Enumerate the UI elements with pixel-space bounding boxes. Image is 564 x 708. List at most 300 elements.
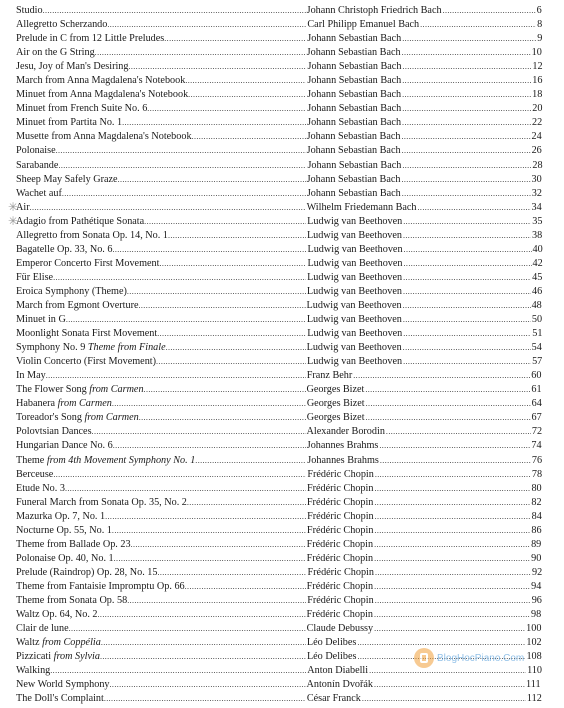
- entry-title: [16, 285, 127, 299]
- entry-composer: Carl Philipp Emanuel Bach: [307, 19, 420, 31]
- entry-title: [16, 229, 168, 243]
- entry-title-text: In May: [16, 370, 46, 382]
- entry-title-text: Waltz: [16, 637, 43, 649]
- toc-entry: [16, 215, 542, 229]
- dot-leader: [353, 369, 530, 383]
- dot-leader: [128, 60, 306, 74]
- entry-page-number: 45: [532, 271, 543, 283]
- entry-title-text: Theme from Sonata Op. 58: [16, 594, 128, 606]
- entry-page-number: 54: [531, 342, 542, 354]
- entry-title-italic: from Carmen: [89, 384, 144, 396]
- entry-title: [16, 496, 187, 510]
- entry-page-number: 78: [531, 468, 543, 480]
- toc-entry: [16, 187, 542, 201]
- entry-title-text: Air on the G String: [16, 47, 95, 59]
- entry-page-number: 46: [531, 285, 543, 297]
- dot-leader: [95, 46, 306, 60]
- entry-title: [16, 327, 157, 341]
- dot-leader: [402, 144, 531, 158]
- dot-leader: [375, 468, 531, 482]
- entry-composer: César Franck: [306, 693, 361, 705]
- entry-page-number: 67: [531, 412, 542, 424]
- entry-page-number: 100: [526, 623, 542, 635]
- dot-leader: [30, 201, 306, 215]
- dot-leader: [374, 678, 525, 692]
- toc-entry: [16, 116, 542, 130]
- dot-leader: [66, 313, 306, 327]
- entry-page-number: 28: [532, 159, 543, 171]
- entry-title-text: Allegretto from Sonata Op. 14, No. 1: [16, 229, 168, 241]
- entry-composer: Ludwig van Beethoven: [307, 271, 403, 283]
- entry-title: [16, 411, 139, 425]
- entry-title-text: Minuet from Partita No. 1: [16, 117, 123, 129]
- dot-leader: [402, 32, 536, 46]
- entry-title: [16, 608, 98, 622]
- entry-title: [16, 159, 58, 173]
- entry-composer: Alexander Borodin: [306, 426, 385, 438]
- entry-title: [16, 215, 144, 229]
- dot-leader: [403, 313, 531, 327]
- entry-page-number: 96: [531, 594, 542, 606]
- entry-title: [16, 32, 164, 46]
- entry-composer: Frédéric Chopin: [306, 482, 374, 494]
- dot-leader: [53, 468, 306, 482]
- dot-leader: [188, 88, 306, 102]
- toc-entry: [16, 313, 542, 327]
- toc-entry: [16, 46, 542, 60]
- table-of-contents: [16, 4, 542, 706]
- dot-leader: [374, 538, 530, 552]
- dot-leader: [403, 271, 531, 285]
- dot-leader: [402, 130, 531, 144]
- entry-title: [16, 692, 104, 706]
- dot-leader: [420, 18, 536, 32]
- entry-composer: Ludwig van Beethoven: [307, 356, 403, 368]
- toc-entry: [16, 74, 542, 88]
- entry-page-number: 84: [531, 510, 542, 522]
- entry-composer: Frédéric Chopin: [307, 468, 374, 480]
- entry-title-text: Waltz Op. 64, No. 2: [16, 609, 98, 621]
- entry-title-text: New World Symphony: [16, 679, 110, 691]
- entry-title: [16, 88, 188, 102]
- entry-composer: Léo Delibes: [306, 651, 357, 663]
- toc-entry: [16, 229, 542, 243]
- toc-entry: [16, 102, 542, 116]
- toc-entry: [16, 299, 542, 313]
- entry-composer: Ludwig van Beethoven: [306, 285, 402, 297]
- entry-page-number: 57: [532, 356, 543, 368]
- entry-page-number: 12: [532, 61, 543, 73]
- entry-title: [16, 636, 101, 650]
- toc-entry: [16, 271, 542, 285]
- toc-entry: [16, 88, 542, 102]
- entry-composer: Georges Bizet: [306, 398, 365, 410]
- toc-entry: [16, 60, 542, 74]
- entry-title-text: March from Egmont Overture: [16, 299, 139, 311]
- entry-title: [16, 355, 156, 369]
- dot-leader: [403, 215, 531, 229]
- entry-page-number: 90: [531, 552, 542, 564]
- entry-composer: Johann Christoph Friedrich Bach: [306, 5, 442, 16]
- dot-leader: [157, 327, 306, 341]
- dot-leader: [418, 201, 531, 215]
- entry-composer: Frédéric Chopin: [306, 524, 374, 536]
- entry-title-text: Minuet from Anna Magdalena's Notebook: [16, 89, 189, 101]
- dot-leader: [366, 411, 531, 425]
- entry-page-number: 9: [537, 33, 543, 45]
- entry-composer: Frédéric Chopin: [307, 566, 374, 578]
- entry-page-number: 48: [531, 299, 542, 311]
- entry-title: [16, 313, 66, 327]
- dot-leader: [166, 341, 306, 355]
- toc-entry: [16, 678, 542, 692]
- entry-title: [16, 524, 112, 538]
- entry-page-number: 102: [526, 637, 542, 649]
- entry-title: [16, 622, 69, 636]
- dot-leader: [185, 74, 306, 88]
- dot-leader: [403, 327, 531, 341]
- dot-leader: [112, 524, 306, 538]
- entry-page-number: 16: [532, 75, 543, 87]
- toc-entry: [16, 355, 542, 369]
- entry-composer: Johann Sebastian Bach: [306, 131, 401, 143]
- dot-leader: [187, 496, 306, 510]
- entry-title: [16, 4, 43, 18]
- entry-title: [16, 566, 157, 580]
- entry-page-number: 35: [532, 215, 543, 227]
- entry-title-text: Für Elise: [16, 271, 54, 283]
- entry-page-number: 32: [531, 187, 542, 199]
- dot-leader: [92, 425, 306, 439]
- entry-page-number: 76: [531, 454, 543, 466]
- entry-composer: Anton Diabelli: [307, 665, 369, 677]
- dot-leader: [131, 538, 306, 552]
- entry-page-number: 64: [531, 398, 542, 410]
- entry-composer: Wilhelm Friedemann Bach: [306, 201, 417, 213]
- dot-leader: [69, 622, 306, 636]
- entry-composer: Ludwig van Beethoven: [306, 342, 402, 354]
- entry-title: [16, 46, 95, 60]
- entry-composer: Johann Sebastian Bach: [307, 89, 402, 101]
- entry-page-number: 6: [536, 5, 542, 16]
- dot-leader: [144, 383, 306, 397]
- entry-composer: Ludwig van Beethoven: [307, 328, 403, 340]
- entry-composer: Johannes Brahms: [306, 440, 379, 452]
- toc-entry: [16, 341, 542, 355]
- entry-composer: Antonín Dvořák: [306, 679, 374, 691]
- entry-composer: Ludwig van Beethoven: [306, 299, 402, 311]
- toc-entry: [16, 18, 542, 32]
- dot-leader: [403, 229, 531, 243]
- dot-leader: [114, 552, 306, 566]
- piano-logo-icon: [414, 648, 434, 668]
- dot-leader: [365, 383, 530, 397]
- entry-page-number: 8: [537, 19, 543, 31]
- dot-leader: [375, 594, 531, 608]
- dot-leader: [112, 397, 306, 411]
- dot-leader: [374, 580, 530, 594]
- entry-title-text: Emperor Concerto First Movement: [16, 257, 160, 269]
- dot-leader: [402, 74, 531, 88]
- dot-leader: [195, 454, 306, 468]
- dot-leader: [43, 4, 306, 18]
- entry-title-text: Polovtsian Dances: [16, 426, 92, 438]
- entry-title-text: Wachet auf: [16, 187, 62, 199]
- toc-entry: [16, 622, 542, 636]
- toc-entry: [16, 173, 542, 187]
- entry-composer: Frédéric Chopin: [307, 510, 374, 522]
- toc-entry: [16, 425, 542, 439]
- dot-leader: [122, 116, 306, 130]
- entry-composer: Frédéric Chopin: [306, 552, 374, 564]
- toc-entry: [16, 454, 542, 468]
- entry-composer: Johann Sebastian Bach: [307, 75, 402, 87]
- entry-title-text: Musette from Anna Magdalena's Notebook: [16, 131, 192, 143]
- dot-leader: [403, 299, 531, 313]
- entry-page-number: 40: [532, 243, 543, 255]
- entry-composer: Frédéric Chopin: [307, 594, 374, 606]
- entry-page-number: 111: [526, 679, 541, 691]
- entry-page-number: 34: [531, 201, 542, 213]
- dot-leader: [156, 355, 306, 369]
- entry-page-number: 108: [526, 651, 542, 663]
- entry-composer: Frédéric Chopin: [306, 538, 374, 550]
- entry-composer: Ludwig van Beethoven: [306, 229, 402, 241]
- entry-title-text: Bagatelle Op. 33, No. 6: [16, 243, 113, 255]
- entry-title-text: Theme: [16, 454, 47, 466]
- toc-entry: [16, 397, 542, 411]
- entry-title: [16, 102, 147, 116]
- entry-composer: Johann Sebastian Bach: [306, 187, 401, 199]
- dot-leader: [374, 482, 530, 496]
- entry-page-number: 18: [532, 89, 543, 101]
- entry-title: [16, 510, 105, 524]
- entry-title-text: Polonaise: [16, 145, 56, 157]
- entry-title-text: Etude No. 3: [16, 482, 65, 494]
- toc-entry: [16, 566, 542, 580]
- entry-title: [16, 594, 127, 608]
- dot-leader: [104, 692, 306, 706]
- toc-entry: [16, 496, 542, 510]
- entry-title-text: Clair de lune: [16, 623, 69, 635]
- entry-title-text: Pizzicati: [16, 651, 54, 663]
- entry-title-text: Mazurka Op. 7, No. 1: [16, 510, 106, 522]
- toc-entry: [16, 552, 542, 566]
- entry-page-number: 38: [532, 229, 543, 241]
- entry-title: [16, 187, 62, 201]
- dot-leader: [185, 580, 306, 594]
- entry-composer: Johann Sebastian Bach: [307, 159, 402, 171]
- dot-leader: [374, 524, 530, 538]
- entry-title-italic: from Carmen: [84, 412, 139, 424]
- dot-leader: [62, 187, 306, 201]
- entry-title-italic: from Carmen: [57, 398, 112, 410]
- dot-leader: [98, 608, 306, 622]
- entry-title-text: Habanera: [16, 398, 58, 410]
- dot-leader: [113, 439, 306, 453]
- dot-leader: [65, 482, 306, 496]
- entry-composer: Franz Behr: [306, 370, 353, 382]
- entry-page-number: 72: [531, 426, 543, 438]
- entry-title: [16, 552, 114, 566]
- dot-leader: [443, 4, 536, 18]
- entry-title-text: Nocturne Op. 55, No. 1: [16, 524, 112, 536]
- entry-composer: Johann Sebastian Bach: [306, 145, 401, 157]
- entry-composer: Johann Sebastian Bach: [306, 173, 401, 185]
- dot-leader: [366, 397, 531, 411]
- toc-entry: [16, 32, 542, 46]
- dot-leader: [147, 102, 306, 116]
- entry-page-number: 26: [531, 145, 542, 157]
- dot-leader: [402, 102, 531, 116]
- entry-page-number: 112: [526, 693, 542, 705]
- entry-composer: Johannes Brahms: [307, 454, 379, 466]
- entry-composer: Johann Sebastian Bach: [306, 47, 401, 59]
- entry-title-text: Minuet in G: [16, 314, 66, 326]
- entry-title: [16, 341, 166, 355]
- entry-page-number: 92: [531, 566, 543, 578]
- entry-page-number: 110: [527, 665, 543, 677]
- entry-page-number: 61: [531, 384, 542, 396]
- entry-title-text: Toreador's Song: [16, 412, 85, 424]
- toc-entry: [16, 468, 542, 482]
- toc-entry: [16, 4, 542, 18]
- toc-entry: [16, 130, 542, 144]
- toc-entry: [16, 439, 542, 453]
- entry-title: [16, 299, 139, 313]
- dot-leader: [110, 678, 306, 692]
- sparkle-icon: ✳: [7, 214, 19, 228]
- entry-page-number: 98: [531, 609, 542, 621]
- entry-title-text: Adagio from Pathétique Sonata: [16, 215, 145, 227]
- entry-title-text: Funeral March from Sonata Op. 35, No. 2: [16, 496, 187, 508]
- dot-leader: [403, 341, 531, 355]
- entry-title-text: Berceuse: [16, 468, 54, 480]
- entry-title-text: Symphony No. 9: [16, 342, 88, 354]
- toc-entry: [16, 692, 542, 706]
- entry-title-text: The Doll's Complaint: [16, 693, 104, 705]
- entry-title: [16, 580, 185, 594]
- dot-leader: [127, 594, 306, 608]
- entry-title-text: Sarabande: [16, 159, 59, 171]
- entry-title-text: Sheep May Safely Graze: [16, 173, 118, 185]
- dot-leader: [404, 243, 532, 257]
- toc-entry: [16, 201, 542, 215]
- entry-composer: Georges Bizet: [306, 412, 365, 424]
- entry-title: [16, 678, 110, 692]
- toc-entry: [16, 594, 542, 608]
- entry-page-number: 10: [531, 47, 542, 59]
- dot-leader: [403, 355, 531, 369]
- toc-entry: [16, 580, 542, 594]
- entry-title-text: Hungarian Dance No. 6: [16, 440, 113, 452]
- entry-title-italic: from Sylvia: [53, 651, 100, 663]
- toc-entry: [16, 369, 542, 383]
- entry-title: [16, 397, 112, 411]
- entry-page-number: 80: [531, 482, 542, 494]
- entry-title-text: Allegretto Scherzando: [16, 19, 108, 31]
- dot-leader: [403, 285, 531, 299]
- entry-page-number: 86: [531, 524, 542, 536]
- entry-title: [16, 650, 100, 664]
- entry-title: [16, 454, 195, 468]
- entry-title: [16, 482, 65, 496]
- dot-leader: [139, 299, 306, 313]
- dot-leader: [374, 608, 530, 622]
- toc-entry: [16, 159, 542, 173]
- dot-leader: [374, 622, 525, 636]
- entry-page-number: 89: [531, 538, 542, 550]
- entry-page-number: 50: [531, 314, 543, 326]
- toc-entry: [16, 524, 542, 538]
- entry-page-number: 24: [531, 131, 542, 143]
- dot-leader: [402, 187, 531, 201]
- toc-entry: [16, 608, 542, 622]
- entry-composer: Johann Sebastian Bach: [307, 117, 402, 129]
- entry-composer: Léo Delibes: [306, 637, 357, 649]
- entry-page-number: 51: [532, 328, 543, 340]
- dot-leader: [112, 243, 306, 257]
- dot-leader: [402, 46, 531, 60]
- entry-title-italic: from Coppélia: [42, 637, 101, 649]
- dot-leader: [374, 552, 530, 566]
- entry-page-number: 94: [531, 580, 542, 592]
- toc-entry: [16, 411, 542, 425]
- entry-title: [16, 271, 53, 285]
- toc-entry: [16, 538, 542, 552]
- entry-title: [16, 173, 118, 187]
- entry-title: [16, 439, 113, 453]
- entry-composer: Claude Debussy: [306, 623, 374, 635]
- dot-leader: [362, 692, 526, 706]
- entry-page-number: 22: [532, 117, 543, 129]
- watermark-text: BlogHocPiano.Com: [437, 652, 525, 664]
- entry-title: [16, 116, 122, 130]
- dot-leader: [402, 159, 531, 173]
- entry-composer: Frédéric Chopin: [306, 609, 374, 621]
- toc-entry: [16, 482, 542, 496]
- dot-leader: [58, 159, 306, 173]
- dot-leader: [53, 271, 306, 285]
- entry-title-text: Prelude (Raindrop) Op. 28, No. 15: [16, 566, 158, 578]
- toc-entry: [16, 510, 542, 524]
- dot-leader: [50, 664, 306, 678]
- dot-leader: [402, 60, 531, 74]
- dot-leader: [159, 257, 306, 271]
- entry-title: [16, 18, 107, 32]
- dot-leader: [375, 566, 531, 580]
- toc-entry: [16, 243, 542, 257]
- entry-composer: Ludwig van Beethoven: [307, 243, 403, 255]
- watermark: [414, 648, 524, 668]
- entry-title: [16, 383, 144, 397]
- dot-leader: [157, 566, 306, 580]
- dot-leader: [127, 285, 306, 299]
- dot-leader: [386, 425, 531, 439]
- sparkle-icon: ✳: [7, 200, 19, 214]
- entry-page-number: 82: [531, 496, 542, 508]
- toc-entry: [16, 144, 542, 158]
- entry-composer: Johann Sebastian Bach: [307, 61, 402, 73]
- entry-title: [16, 60, 128, 74]
- dot-leader: [118, 173, 306, 187]
- toc-entry: [16, 257, 542, 271]
- entry-title: [16, 144, 56, 158]
- entry-title-text: Moonlight Sonata First Movement: [16, 328, 158, 340]
- dot-leader: [402, 116, 531, 130]
- entry-title-text: Jesu, Joy of Man's Desiring: [16, 61, 129, 73]
- entry-title: [16, 74, 185, 88]
